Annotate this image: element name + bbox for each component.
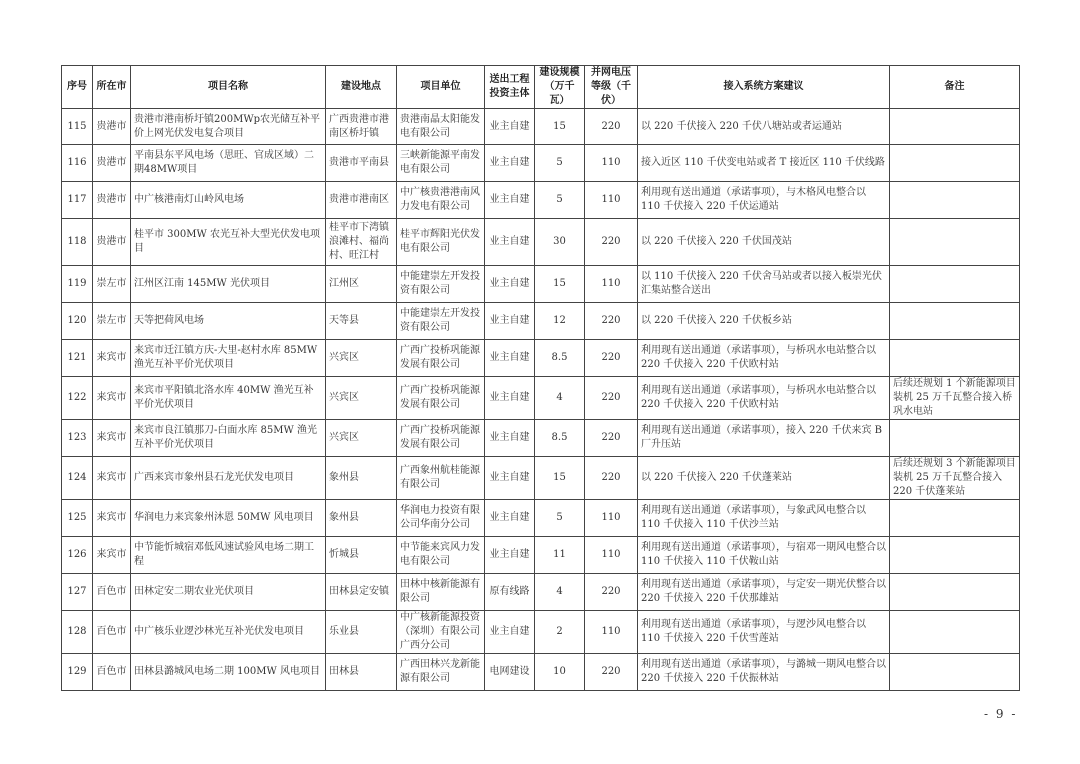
- cell-voltage: 110: [585, 500, 638, 537]
- cell-unit: 中能建崇左开发投资有限公司: [397, 303, 485, 340]
- cell-plan: 以 220 千伏接入 220 千伏八塘站或者运通站: [638, 109, 890, 145]
- cell-note: 后续还规划 3 个新能源项目装机 25 万千瓦整合接入 220 千伏蓬莱站: [890, 457, 1020, 500]
- cell-note: [890, 109, 1020, 145]
- cell-scale: 10: [535, 654, 585, 691]
- table-body: [62, 109, 1020, 691]
- cell-plan: 以 110 千伏接入 220 千伏舍马站或者以接入板崇光伏汇集站整合送出: [638, 266, 890, 303]
- cell-site: 贵港市港南区: [326, 182, 397, 219]
- cell-investor: 业主自建: [485, 457, 535, 500]
- cell-unit: 三峡新能源平南发电有限公司: [397, 145, 485, 182]
- table-row: [62, 182, 1020, 219]
- cell-no: 120: [62, 303, 93, 340]
- cell-unit: 田林中核新能源有限公司: [397, 574, 485, 611]
- cell-no: 126: [62, 537, 93, 574]
- header-unit: 项目单位: [397, 66, 485, 109]
- cell-site: 象州县: [326, 500, 397, 537]
- cell-voltage: 110: [585, 266, 638, 303]
- header-no: 序号: [62, 66, 93, 109]
- cell-name: 田林县潞城风电场二期 100MW 风电项目: [131, 654, 326, 691]
- cell-no: 129: [62, 654, 93, 691]
- cell-voltage: 220: [585, 219, 638, 266]
- header-plan: 接入系统方案建议: [638, 66, 890, 109]
- cell-unit: 广西象州航桂能源有限公司: [397, 457, 485, 500]
- cell-plan: 利用现有送出通道（承诺事项），与宿邓一期风电整合以 110 千伏接入 110 千伏鞍山站: [638, 537, 890, 574]
- cell-plan: 利用现有送出通道（承诺事项），与逻沙风电整合以 110 千伏接入 220 千伏雪莲站: [638, 611, 890, 654]
- cell-no: 121: [62, 340, 93, 377]
- cell-no: 119: [62, 266, 93, 303]
- cell-unit: 中能建崇左开发投资有限公司: [397, 266, 485, 303]
- cell-voltage: 110: [585, 145, 638, 182]
- cell-note: [890, 182, 1020, 219]
- cell-plan: 以 220 千伏接入 220 千伏板乡站: [638, 303, 890, 340]
- cell-city: 来宾市: [93, 457, 131, 500]
- cell-investor: 原有线路: [485, 574, 535, 611]
- cell-no: 128: [62, 611, 93, 654]
- cell-site: 兴宾区: [326, 377, 397, 420]
- cell-investor: 业主自建: [485, 109, 535, 145]
- header-city: 所在市: [93, 66, 131, 109]
- header-row: [62, 66, 1020, 109]
- cell-site: 田林县: [326, 654, 397, 691]
- table-row: [62, 420, 1020, 457]
- table-row: [62, 654, 1020, 691]
- cell-site: 贵港市平南县: [326, 145, 397, 182]
- cell-note: [890, 654, 1020, 691]
- table-row: [62, 611, 1020, 654]
- cell-plan: 利用现有送出通道（承诺事项），与象武风电整合以 110 千伏接入 110 千伏沙兰站: [638, 500, 890, 537]
- table-row: [62, 457, 1020, 500]
- table-row: [62, 377, 1020, 420]
- cell-no: 115: [62, 109, 93, 145]
- header-voltage: 并网电压等级（千伏）: [585, 66, 638, 109]
- header-investor: 送出工程投资主体: [485, 66, 535, 109]
- cell-city: 贵港市: [93, 109, 131, 145]
- cell-note: [890, 537, 1020, 574]
- cell-unit: 中节能来宾风力发电有限公司: [397, 537, 485, 574]
- cell-note: [890, 266, 1020, 303]
- cell-plan: 以 220 千伏接入 220 千伏蓬莱站: [638, 457, 890, 500]
- cell-city: 百色市: [93, 654, 131, 691]
- cell-site: 田林县定安镇: [326, 574, 397, 611]
- cell-scale: 8.5: [535, 420, 585, 457]
- project-table: [61, 65, 1020, 691]
- cell-site: 乐业县: [326, 611, 397, 654]
- cell-investor: 业主自建: [485, 420, 535, 457]
- cell-plan: 利用现有送出通道（承诺事项），与桥巩水电站整合以 220 千伏接入 220 千伏欧村站: [638, 377, 890, 420]
- cell-scale: 30: [535, 219, 585, 266]
- cell-site: 兴宾区: [326, 340, 397, 377]
- cell-name: 中广核乐业逻沙林光互补光伏发电项目: [131, 611, 326, 654]
- cell-investor: 业主自建: [485, 266, 535, 303]
- cell-name: 中广核港南灯山岭风电场: [131, 182, 326, 219]
- cell-note: [890, 219, 1020, 266]
- cell-city: 百色市: [93, 611, 131, 654]
- cell-no: 125: [62, 500, 93, 537]
- cell-scale: 4: [535, 574, 585, 611]
- cell-investor: 业主自建: [485, 500, 535, 537]
- cell-site: 象州县: [326, 457, 397, 500]
- cell-note: [890, 574, 1020, 611]
- cell-no: 116: [62, 145, 93, 182]
- cell-voltage: 110: [585, 182, 638, 219]
- table-row: [62, 219, 1020, 266]
- cell-name: 贵港市港南桥圩镇200MWp农光储互补平价上网光伏发电复合项目: [131, 109, 326, 145]
- table-row: [62, 266, 1020, 303]
- cell-investor: 业主自建: [485, 377, 535, 420]
- cell-investor: 业主自建: [485, 340, 535, 377]
- cell-city: 来宾市: [93, 340, 131, 377]
- cell-unit: 广西广投桥巩能源发展有限公司: [397, 340, 485, 377]
- cell-voltage: 220: [585, 340, 638, 377]
- cell-city: 来宾市: [93, 537, 131, 574]
- cell-investor: 业主自建: [485, 182, 535, 219]
- cell-scale: 2: [535, 611, 585, 654]
- cell-site: 广西贵港市港南区桥圩镇: [326, 109, 397, 145]
- cell-site: 天等县: [326, 303, 397, 340]
- cell-voltage: 220: [585, 377, 638, 420]
- cell-name: 江州区江南 145MW 光伏项目: [131, 266, 326, 303]
- table-row: [62, 109, 1020, 145]
- cell-note: [890, 500, 1020, 537]
- cell-note: [890, 303, 1020, 340]
- cell-voltage: 220: [585, 457, 638, 500]
- cell-voltage: 220: [585, 574, 638, 611]
- cell-scale: 5: [535, 500, 585, 537]
- cell-name: 来宾市良江镇那刀-白面水库 85MW 渔光互补平价光伏项目: [131, 420, 326, 457]
- cell-name: 中节能忻城宿邓低风速试验风电场二期工程: [131, 537, 326, 574]
- cell-note: [890, 420, 1020, 457]
- cell-plan: 利用现有送出通道（承诺事项），与定安一期光伏整合以 220 千伏接入 220 千伏那雄站: [638, 574, 890, 611]
- cell-plan: 利用现有送出通道（承诺事项），与桥巩水电站整合以 220 千伏接入 220 千伏欧村站: [638, 340, 890, 377]
- cell-scale: 8.5: [535, 340, 585, 377]
- cell-investor: 业主自建: [485, 219, 535, 266]
- cell-scale: 5: [535, 182, 585, 219]
- cell-plan: 利用现有送出通道（承诺事项），与木格风电整合以 110 千伏接入 220 千伏运通站: [638, 182, 890, 219]
- cell-voltage: 110: [585, 537, 638, 574]
- cell-unit: 华润电力投资有限公司华南分公司: [397, 500, 485, 537]
- cell-scale: 15: [535, 266, 585, 303]
- cell-voltage: 110: [585, 611, 638, 654]
- cell-note: 后续还规划 1 个新能源项目装机 25 万千瓦整合接入桥巩水电站: [890, 377, 1020, 420]
- cell-note: [890, 145, 1020, 182]
- cell-unit: 广西广投桥巩能源发展有限公司: [397, 377, 485, 420]
- cell-city: 崇左市: [93, 303, 131, 340]
- cell-no: 124: [62, 457, 93, 500]
- header-note: 备注: [890, 66, 1020, 109]
- cell-unit: 中广核新能源投资（深圳）有限公司广西分公司: [397, 611, 485, 654]
- cell-scale: 12: [535, 303, 585, 340]
- cell-name: 来宾市迁江镇方庆-大里-赵村水库 85MW 渔光互补平价光伏项目: [131, 340, 326, 377]
- cell-no: 118: [62, 219, 93, 266]
- cell-no: 122: [62, 377, 93, 420]
- cell-no: 123: [62, 420, 93, 457]
- cell-investor: 业主自建: [485, 145, 535, 182]
- cell-investor: 业主自建: [485, 537, 535, 574]
- cell-name: 天等把荷风电场: [131, 303, 326, 340]
- header-name: 项目名称: [131, 66, 326, 109]
- table-row: [62, 537, 1020, 574]
- cell-voltage: 220: [585, 303, 638, 340]
- cell-site: 江州区: [326, 266, 397, 303]
- header-site: 建设地点: [326, 66, 397, 109]
- cell-plan: 利用现有送出通道（承诺事项），与潞城一期风电整合以 220 千伏接入 220 千伏振林站: [638, 654, 890, 691]
- cell-investor: 电网建设: [485, 654, 535, 691]
- cell-name: 平南县东平风电场（思旺、官成区域）二期48MW项目: [131, 145, 326, 182]
- cell-city: 贵港市: [93, 145, 131, 182]
- table-row: [62, 574, 1020, 611]
- cell-plan: 接入近区 110 千伏变电站或者 T 接近区 110 千伏线路: [638, 145, 890, 182]
- cell-city: 来宾市: [93, 420, 131, 457]
- cell-unit: 广西田林兴龙新能源有限公司: [397, 654, 485, 691]
- cell-city: 崇左市: [93, 266, 131, 303]
- cell-no: 117: [62, 182, 93, 219]
- cell-note: [890, 611, 1020, 654]
- cell-name: 华润电力来宾象州沐恩 50MW 风电项目: [131, 500, 326, 537]
- cell-plan: 利用现有送出通道（承诺事项），接入 220 千伏来宾 B 厂升压站: [638, 420, 890, 457]
- cell-voltage: 220: [585, 654, 638, 691]
- cell-scale: 5: [535, 145, 585, 182]
- cell-city: 贵港市: [93, 182, 131, 219]
- cell-site: 忻城县: [326, 537, 397, 574]
- cell-scale: 15: [535, 457, 585, 500]
- cell-city: 贵港市: [93, 219, 131, 266]
- table-row: [62, 145, 1020, 182]
- cell-unit: 中广核贵港港南风力发电有限公司: [397, 182, 485, 219]
- table-row: [62, 303, 1020, 340]
- cell-site: 兴宾区: [326, 420, 397, 457]
- header-scale: 建设规模（万千瓦）: [535, 66, 585, 109]
- cell-scale: 4: [535, 377, 585, 420]
- cell-city: 百色市: [93, 574, 131, 611]
- cell-name: 田林定安二期农业光伏项目: [131, 574, 326, 611]
- table-row: [62, 500, 1020, 537]
- page-number: - 9 -: [984, 707, 1018, 721]
- cell-investor: 业主自建: [485, 303, 535, 340]
- cell-name: 桂平市 300MW 农光互补大型光伏发电项目: [131, 219, 326, 266]
- cell-voltage: 220: [585, 420, 638, 457]
- cell-unit: 广西广投桥巩能源发展有限公司: [397, 420, 485, 457]
- cell-no: 127: [62, 574, 93, 611]
- cell-plan: 以 220 千伏接入 220 千伏国茂站: [638, 219, 890, 266]
- cell-investor: 业主自建: [485, 611, 535, 654]
- table-row: [62, 340, 1020, 377]
- cell-city: 来宾市: [93, 500, 131, 537]
- cell-name: 来宾市平阳镇北洛水库 40MW 渔光互补平价光伏项目: [131, 377, 326, 420]
- cell-scale: 15: [535, 109, 585, 145]
- cell-city: 来宾市: [93, 377, 131, 420]
- cell-unit: 桂平市辉阳光伏发电有限公司: [397, 219, 485, 266]
- cell-site: 桂平市下湾镇浪滩村、福尚村、旺江村: [326, 219, 397, 266]
- cell-name: 广西来宾市象州县石龙光伏发电项目: [131, 457, 326, 500]
- cell-scale: 11: [535, 537, 585, 574]
- cell-unit: 贵港南晶太阳能发电有限公司: [397, 109, 485, 145]
- cell-voltage: 220: [585, 109, 638, 145]
- cell-note: [890, 340, 1020, 377]
